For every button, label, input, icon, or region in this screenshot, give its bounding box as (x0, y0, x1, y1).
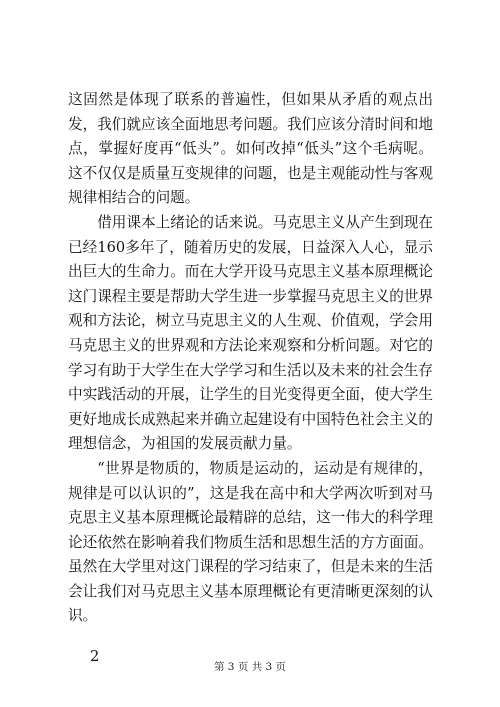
page-footer: 第 3 页 共 3 页 (213, 661, 287, 673)
paragraph-3: “世界是物质的，物质是运动的，运动是有规律的，规律是可以认识的”，这是我在高中和大学两次听到对马克思主义基本原理概论最精辟的总结，这一伟大的科学理论还依然在影响着我们物质生活和思想生活的方方面面。虽然在大学里对这门课程的学习结束了，但是未来的生活会让我们对马克思主义基本原理概论有更清晰更深刻的认识。 (68, 459, 433, 625)
paragraph-2: 借用课本上绪论的话来说。马克思主义从产生到现在已经160多年了，随着历史的发展，日益深入人心，显示出巨大的生命力。而在大学开设马克思主义基本原理概论这门课程主要是帮助大学生进一步掌握马克思主义的世界观和方法论，树立马克思主义的人生观、价值观，学会用马克思主义的世界观和方法论来观察和分析问题。对它的学习有助于大学生在大学学习和生活以及未来的社会生存中实践活动的开展，让学生的目光变得更全面，使大学生更好地成长成熟起来并确立起建设有中国特色社会主义的理想信念，为祖国的发展贡献力量。 (68, 213, 433, 453)
paragraph-1: 这固然是体现了联系的普遍性，但如果从矛盾的观点出发，我们就应该全面地思考问题。我们应该分清时间和地点，掌握好度再“低头”。如何改掉“低头”这个毛病呢。这不仅仅是质量互变规律的问题，也是主观能动性与客观规律相结合的问题。 (68, 91, 433, 207)
inline-section-number: 2 (90, 648, 100, 666)
document-body (68, 88, 433, 670)
